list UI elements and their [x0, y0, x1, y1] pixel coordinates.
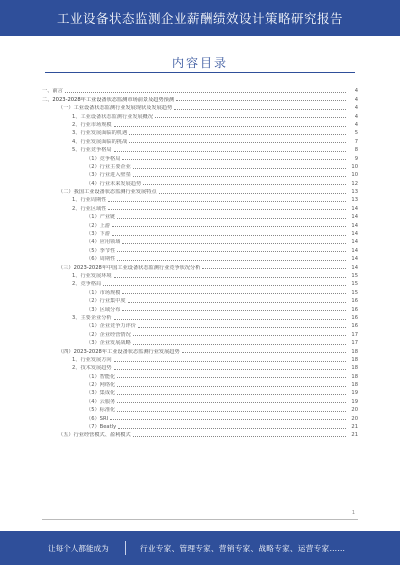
- toc-leader-dots: [138, 327, 346, 328]
- toc-entry[interactable]: [42, 145, 358, 153]
- toc-entry-label: 1、行业发展方向: [72, 356, 112, 363]
- toc-leader-dots: [133, 344, 346, 345]
- toc-leader-dots: [128, 302, 346, 303]
- toc-entry-label: 1、工业设备状态监测行业发展概况: [72, 113, 154, 120]
- toc-entry-page: 17: [351, 340, 358, 347]
- toc-leader-dots: [117, 218, 346, 219]
- toc-leader-dots: [129, 142, 346, 143]
- footer-divider: [125, 541, 126, 555]
- toc-leader-dots: [108, 209, 346, 210]
- toc-entry-label: （一）工业设备状态监测行业发展现状及发展趋势: [58, 105, 173, 112]
- toc-entry-page: 14: [351, 264, 358, 271]
- toc-entry[interactable]: [42, 195, 358, 203]
- toc-list: [42, 86, 358, 438]
- toc-leader-dots: [114, 151, 346, 152]
- toc-leader-dots: [117, 411, 346, 412]
- toc-entry[interactable]: [42, 296, 358, 304]
- page-number: 1: [351, 510, 355, 516]
- toc-leader-dots: [133, 168, 346, 169]
- toc-entry[interactable]: [42, 128, 358, 136]
- toc-entry-label: （7）Beatly: [86, 424, 117, 431]
- toc-entry-page: 16: [351, 314, 358, 321]
- toc-entry-label: （4）云服务: [86, 398, 116, 405]
- toc-leader-dots: [117, 402, 346, 403]
- toc-leader-dots: [122, 310, 346, 311]
- toc-entry-label: 2、竞争格局: [72, 281, 102, 288]
- toc-entry[interactable]: [42, 279, 358, 287]
- toc-entry[interactable]: [42, 237, 358, 245]
- toc-entry-label: 一、前言: [42, 88, 63, 95]
- toc-entry[interactable]: [42, 346, 358, 354]
- toc-entry-label: （1）智能化: [86, 373, 116, 380]
- toc-entry[interactable]: [42, 271, 358, 279]
- toc-entry-page: 14: [351, 239, 358, 246]
- footer-tagline: 行业专家、管理专家、营销专家、战略专家、运营专家……: [140, 543, 346, 553]
- toc-leader-dots: [133, 436, 346, 437]
- toc-entry[interactable]: [42, 430, 358, 438]
- toc-entry-label: （三）2023-2028年中国工业设备状态监测行业竞争状况分析: [58, 264, 201, 271]
- toc-entry[interactable]: [42, 396, 358, 404]
- toc-leader-dots: [133, 176, 346, 177]
- toc-entry[interactable]: [42, 371, 358, 379]
- toc-entry[interactable]: [42, 329, 358, 337]
- toc-entry-label: （五）行业经营模式、盈利模式: [58, 432, 131, 439]
- toc-entry-label: 2、技术发展趋势: [72, 365, 112, 372]
- toc-entry-label: 4、行业发展面临的挑战: [72, 138, 128, 145]
- toc-leader-dots: [117, 394, 346, 395]
- toc-leader-dots: [176, 100, 346, 101]
- toc-entry-label: （1）竞争格局: [86, 155, 121, 162]
- toc-entry-page: 10: [351, 163, 358, 170]
- toc-entry[interactable]: [42, 245, 358, 253]
- toc-entry[interactable]: [42, 111, 358, 119]
- toc-entry[interactable]: [42, 162, 358, 170]
- toc-leader-dots: [122, 293, 346, 294]
- toc-leader-dots: [117, 260, 346, 261]
- toc-entry-label: （4）行业未来发展趋势: [86, 180, 142, 187]
- toc-entry[interactable]: [42, 178, 358, 186]
- toc-entry[interactable]: [42, 304, 358, 312]
- toc-entry[interactable]: [42, 203, 358, 211]
- toc-entry-label: 二、2023-2028年工业设备状态监测市场前景及趋势预测: [42, 96, 175, 103]
- toc-entry[interactable]: [42, 220, 358, 228]
- toc-entry-page: 15: [351, 272, 358, 279]
- toc-leader-dots: [112, 226, 346, 227]
- toc-entry-page: 16: [351, 298, 358, 305]
- toc-entry[interactable]: [42, 413, 358, 421]
- toc-leader-dots: [103, 285, 346, 286]
- toc-leader-dots: [117, 386, 346, 387]
- toc-entry[interactable]: [42, 405, 358, 413]
- footer-banner: [0, 531, 400, 565]
- toc-entry-label: 5、行业竞争格局: [72, 147, 112, 154]
- toc-entry[interactable]: [42, 321, 358, 329]
- toc-entry-label: 1、行业周期性: [72, 197, 107, 204]
- toc-entry-label: （5）季节性: [86, 247, 116, 254]
- toc-entry[interactable]: [42, 86, 358, 94]
- toc-entry-label: 3、主要企业分析: [72, 314, 112, 321]
- toc-entry-label: （2）行业主要企业: [86, 163, 131, 170]
- toc-entry-page: 12: [351, 180, 358, 187]
- toc-entry-page: 15: [351, 281, 358, 288]
- toc-leader-dots: [114, 361, 346, 362]
- toc-leader-dots: [182, 352, 346, 353]
- toc-entry[interactable]: [42, 94, 358, 102]
- toc-entry-page: 7: [354, 138, 358, 145]
- toc-leader-dots: [159, 193, 346, 194]
- toc-leader-dots: [114, 319, 346, 320]
- toc-entry-page: 15: [351, 289, 358, 296]
- toc-entry[interactable]: [42, 212, 358, 220]
- toc-entry-page: 14: [351, 222, 358, 229]
- toc-leader-dots: [117, 251, 346, 252]
- toc-leader-dots: [143, 184, 346, 185]
- toc-leader-dots: [117, 377, 346, 378]
- toc-entry-page: 8: [354, 147, 358, 154]
- toc-entry[interactable]: [42, 262, 358, 270]
- toc-entry-page: 13: [351, 189, 358, 196]
- toc-entry-page: 19: [351, 398, 358, 405]
- toc-entry[interactable]: [42, 287, 358, 295]
- toc-title-divider: [45, 72, 355, 73]
- toc-entry-page: 19: [351, 390, 358, 397]
- toc-leader-dots: [129, 134, 346, 135]
- toc-entry-label: （2）上游: [86, 222, 111, 229]
- toc-entry-page: 20: [351, 407, 358, 414]
- toc-entry-label: （四）2023-2028年工业设备状态监测行业发展趋势: [58, 348, 180, 355]
- toc-leader-dots: [65, 92, 346, 93]
- toc-leader-dots: [174, 109, 346, 110]
- toc-entry[interactable]: [42, 254, 358, 262]
- toc-entry-page: 18: [351, 373, 358, 380]
- toc-entry-page: 20: [351, 415, 358, 422]
- toc-entry-page: 21: [351, 424, 358, 431]
- toc-entry-page: 10: [351, 172, 358, 179]
- toc-entry-page: 16: [351, 323, 358, 330]
- toc-entry-page: 4: [354, 105, 358, 112]
- toc-entry-page: 14: [351, 247, 358, 254]
- toc-entry-label: （4）应用领域: [86, 239, 121, 246]
- toc-entry-label: （6）周期性: [86, 256, 116, 263]
- page-divider: [42, 519, 358, 520]
- toc-entry-label: （3）企业发展战略: [86, 340, 131, 347]
- toc-entry[interactable]: [42, 153, 358, 161]
- toc-entry-page: 13: [351, 197, 358, 204]
- toc-entry[interactable]: [42, 170, 358, 178]
- toc-leader-dots: [133, 335, 346, 336]
- toc-entry[interactable]: [42, 229, 358, 237]
- toc-entry-page: 18: [351, 365, 358, 372]
- toc-leader-dots: [114, 277, 346, 278]
- toc-entry-page: 14: [351, 205, 358, 212]
- toc-entry[interactable]: [42, 422, 358, 430]
- toc-entry-label: 1、行业发展环境: [72, 272, 112, 279]
- toc-entry-page: 4: [354, 113, 358, 120]
- toc-leader-dots: [110, 419, 346, 420]
- toc-entry-page: 5: [354, 130, 358, 137]
- toc-entry-page: 9: [354, 155, 358, 162]
- toc-entry[interactable]: [42, 380, 358, 388]
- toc-entry-label: （1）企业竞争力评价: [86, 323, 136, 330]
- toc-entry[interactable]: [42, 187, 358, 195]
- toc-entry-page: 4: [354, 121, 358, 128]
- toc-entry-page: 4: [354, 96, 358, 103]
- toc-entry-page: 14: [351, 256, 358, 263]
- toc-leader-dots: [155, 117, 346, 118]
- toc-entry-label: （2）企业经营情况: [86, 331, 131, 338]
- report-title: 工业设备状态监测企业薪酬绩效设计策略研究报告: [56, 11, 343, 26]
- report-header: [0, 0, 400, 36]
- toc-entry-page: 4: [354, 88, 358, 95]
- toc-leader-dots: [122, 243, 346, 244]
- toc-entry-page: 17: [351, 331, 358, 338]
- toc-entry-label: 2、行业区域性: [72, 205, 107, 212]
- toc-entry-label: （3）行业进入壁垒: [86, 172, 131, 179]
- footer-slogan: 让每个人都能成为: [48, 543, 109, 553]
- toc-entry-page: 16: [351, 306, 358, 313]
- toc-entry-label: （1）市场规模: [86, 289, 121, 296]
- toc-entry-label: 2、行业市场规模: [72, 121, 112, 128]
- toc-entry-label: （3）集成化: [86, 390, 116, 397]
- toc-leader-dots: [202, 268, 346, 269]
- toc-entry-page: 14: [351, 231, 358, 238]
- toc-entry[interactable]: [42, 363, 358, 371]
- toc-entry[interactable]: [42, 120, 358, 128]
- toc-leader-dots: [114, 126, 346, 127]
- toc-entry[interactable]: [42, 136, 358, 144]
- toc-entry-label: （二）我国工业设备状态监测行业发展特点: [58, 189, 157, 196]
- toc-entry-label: （3）区域分布: [86, 306, 121, 313]
- toc-entry[interactable]: [42, 338, 358, 346]
- toc-entry-page: 18: [351, 356, 358, 363]
- toc-leader-dots: [112, 235, 346, 236]
- toc-entry-page: 18: [351, 382, 358, 389]
- toc-entry-label: （1）产业链: [86, 214, 116, 221]
- toc-entry-label: （6）SRI: [86, 415, 109, 422]
- toc-entry-label: （3）下游: [86, 231, 111, 238]
- toc-entry-page: 18: [351, 348, 358, 355]
- toc-entry-label: （5）标准化: [86, 407, 116, 414]
- toc-entry[interactable]: [42, 388, 358, 396]
- toc-leader-dots: [122, 159, 346, 160]
- toc-title: 内容目录: [171, 56, 228, 70]
- toc-entry-page: 21: [351, 432, 358, 439]
- toc-entry[interactable]: [42, 103, 358, 111]
- toc-leader-dots: [118, 428, 346, 429]
- toc-entry-label: 3、行业发展面临的机遇: [72, 130, 128, 137]
- toc-entry[interactable]: [42, 355, 358, 363]
- toc-leader-dots: [114, 369, 346, 370]
- toc-entry-label: （2）网络化: [86, 382, 116, 389]
- toc-entry-label: （2）行业集中度: [86, 298, 126, 305]
- toc-entry-page: 14: [351, 214, 358, 221]
- toc-entry[interactable]: [42, 313, 358, 321]
- toc-leader-dots: [108, 201, 346, 202]
